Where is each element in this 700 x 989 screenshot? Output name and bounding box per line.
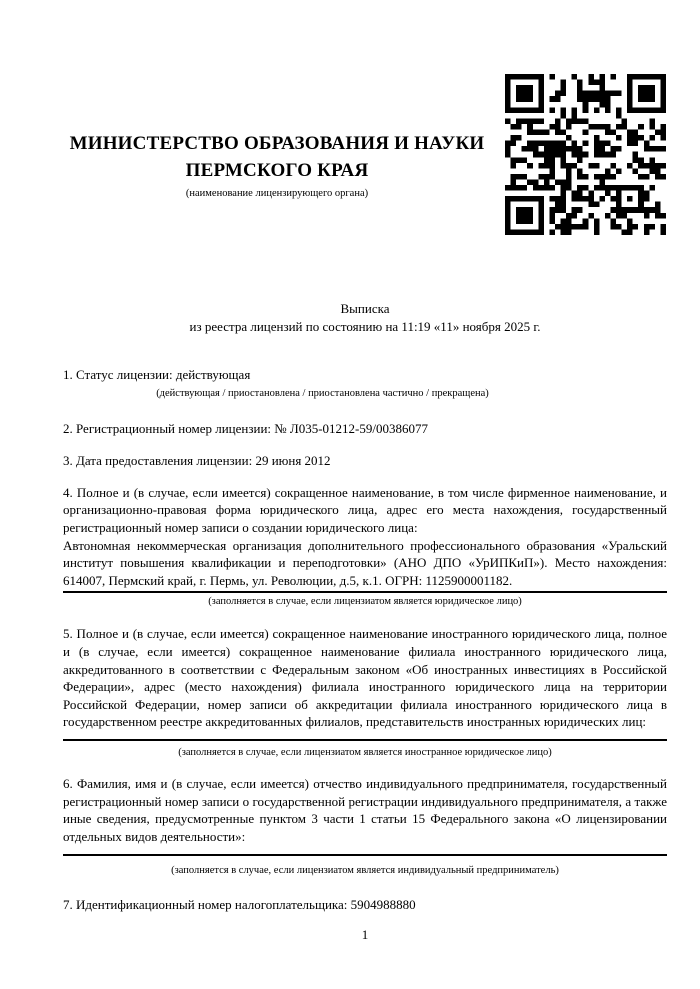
item-taxpayer-inn: 7. Идентификационный номер налогоплательщика: 5904988880	[63, 897, 416, 913]
document-title	[63, 300, 667, 335]
authority-name-line1: МИНИСТЕРСТВО ОБРАЗОВАНИЯ И НАУКИ	[69, 133, 485, 154]
page-footer	[63, 926, 667, 944]
legal-entity-label: 4. Полное и (в случае, если имеется) сокращенное наименование, в том числе фирменное наименование, и организационно-правовая форма юридического лица, адрес его места нахождения, государственный регистрационный номер записи о создании юридического лица:	[63, 484, 667, 535]
item-foreign-entity	[63, 625, 667, 760]
licensing-authority-letterhead	[63, 130, 491, 201]
foreign-entity-underline	[63, 739, 667, 741]
item-grant-date: 3. Дата предоставления лицензии: 29 июня 2012	[63, 453, 331, 469]
qr-code	[505, 74, 666, 235]
license-status-text: 1. Статус лицензии: действующая	[63, 367, 251, 382]
foreign-entity-label: 5. Полное и (в случае, если имеется) сокращенное наименование иностранного юридического лица, полное и (в случае, если имеется) сокращенное наименование филиала иностранного юридического лица, аккредитованного в соответствии с Федеральным законом «Об иностранных инвестициях в Российской Федерации», адрес (место нахождения) филиала иностранного юридического лица на территории Российской Федерации, номер записи об аккредитации филиала иностранного юридического лица в государственном реестре аккредитованных филиалов, представительств иностранных юридических лиц:	[63, 626, 667, 730]
foreign-entity-caption: (заполняется в случае, если лицензиатом является иностранное юридическое лицо)	[178, 746, 552, 758]
legal-entity-value: Автономная некоммерческая организация дополнительного профессионального образования «Уральский институт повышения квалификации и переподготовки» (АНО ДПО «УрИПКиП»). Место нахождения: 614007, Пермский край, г. Пермь, ул. Революции, д.5, к.1. ОГРН: 1125900001182.	[63, 537, 667, 588]
legal-entity-underline	[63, 591, 667, 593]
individual-entrepreneur-caption: (заполняется в случае, если лицензиатом является индивидуальный предприниматель)	[171, 865, 559, 877]
license-status-caption: (действующая / приостановлена / приостановлена частично / прекращена)	[156, 387, 489, 399]
page-number: 1	[361, 927, 369, 942]
document-body	[63, 366, 667, 914]
legal-entity-caption: (заполняется в случае, если лицензиатом является юридическое лицо)	[208, 596, 522, 608]
authority-name-line2: ПЕРМСКОГО КРАЯ	[185, 160, 369, 181]
item-license-status	[63, 366, 667, 401]
individual-entrepreneur-label: 6. Фамилия, имя и (в случае, если имеется) отчество индивидуального предпринимателя, государственный регистрационный номер записи о государственной регистрации индивидуального предпринимателя, а также иные сведения, предусмотренные пунктом 3 части 1 статьи 15 Федерального закона «О лицензировании отдельных видов деятельности»:	[63, 775, 667, 844]
item-legal-entity	[63, 484, 667, 610]
item-registration-number: 2. Регистрационный номер лицензии: № Л035-01212-59/00386077	[63, 420, 429, 436]
individual-entrepreneur-underline	[63, 854, 667, 856]
document-title-line1: Выписка	[340, 301, 390, 316]
item-individual-entrepreneur	[63, 775, 667, 878]
authority-name-caption: (наименование лицензирующего органа)	[185, 188, 369, 199]
document-title-line2: из реестра лицензий по состоянию на 11:19 «11» ноября 2025 г.	[189, 318, 541, 334]
